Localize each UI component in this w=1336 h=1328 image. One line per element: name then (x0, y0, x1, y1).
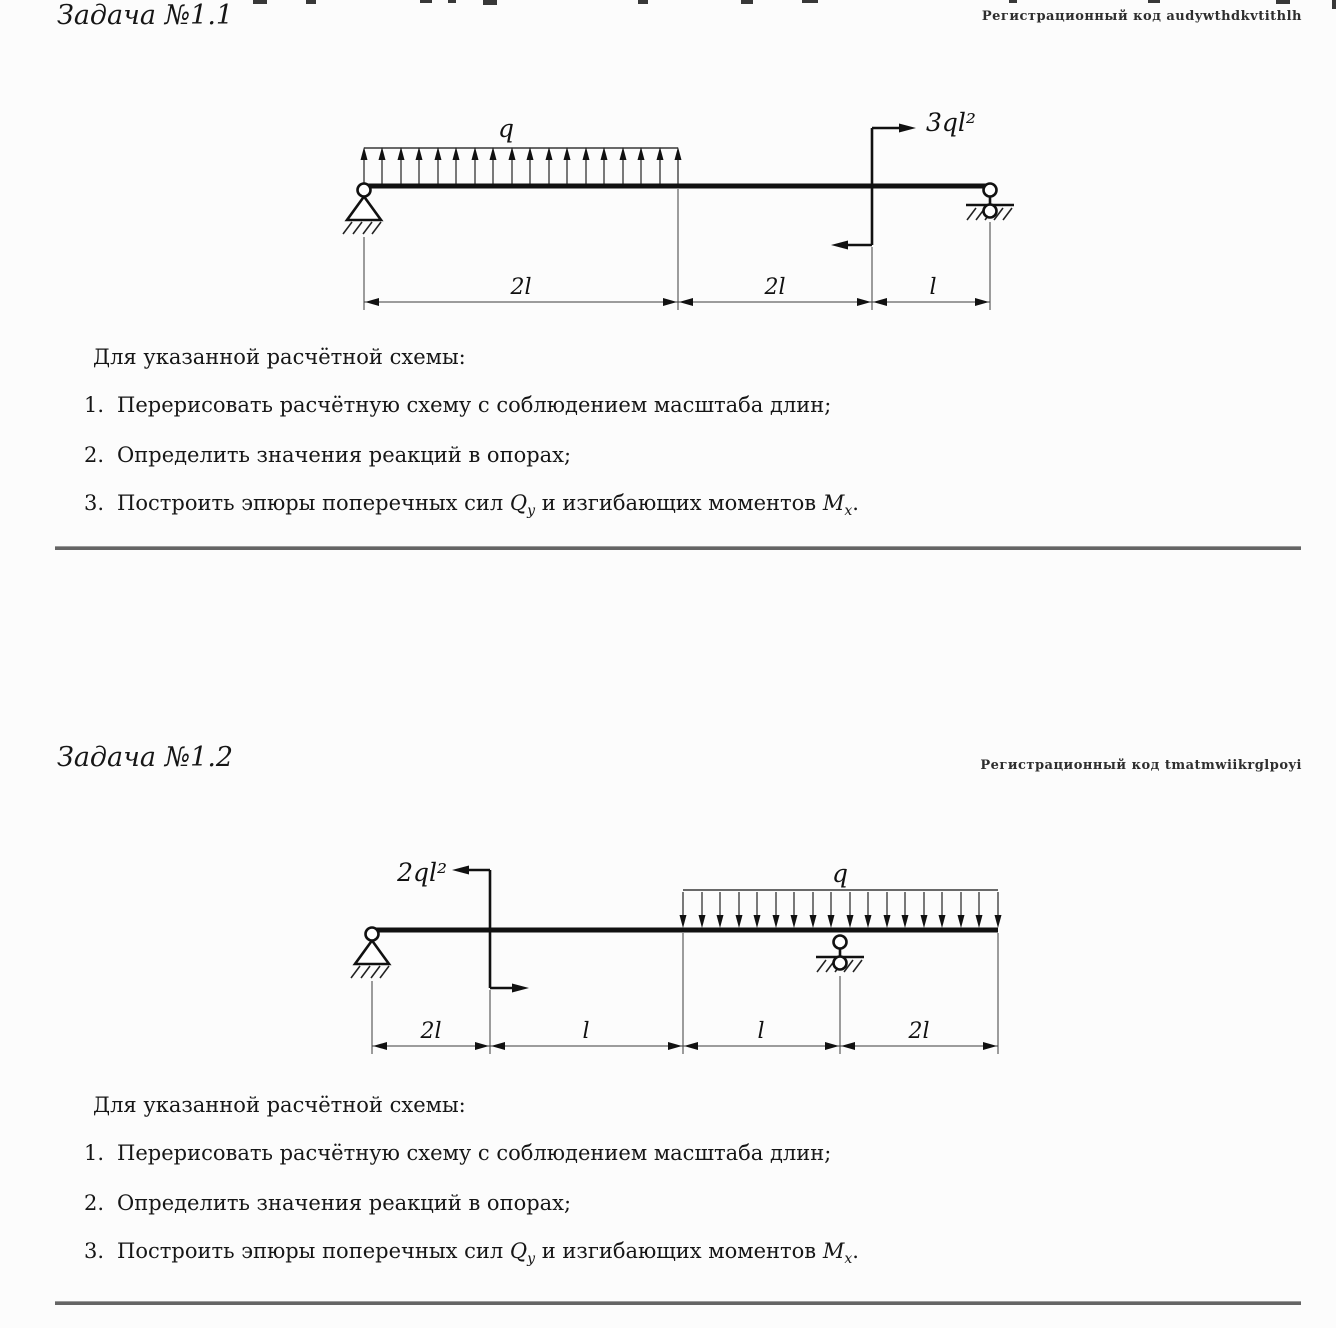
task-number: 3. (84, 491, 105, 515)
dim-label: 2l (764, 275, 786, 300)
moment-label-2: 2ql² (397, 858, 447, 887)
roller-support-1 (966, 184, 1014, 221)
load-label-2: q (831, 859, 849, 888)
dim-label: l (929, 275, 937, 300)
pin-support-1 (343, 184, 381, 235)
roller-support-2 (816, 936, 864, 973)
section-divider (55, 546, 1301, 550)
beam-diagram-2 (320, 838, 1040, 1064)
task-text: Перерисовать расчётную схему с соблюдением масштаба длин; (117, 1141, 832, 1165)
task-number: 2. (84, 443, 105, 467)
task-number: 1. (84, 1141, 105, 1165)
problem-2-registration-code: Регистрационный код tmatmwiikrglpoyi (980, 758, 1302, 773)
section-divider (55, 1301, 1301, 1305)
task-item-3 (84, 1239, 859, 1267)
moment-label-1: 3ql² (926, 108, 976, 137)
pin-support-2 (351, 928, 389, 979)
dim-label: 2l (420, 1019, 442, 1044)
dimension-lines-1 (364, 189, 990, 310)
task-item-3 (84, 491, 859, 519)
beam-diagram-1 (320, 88, 1040, 320)
dim-label: 2l (908, 1019, 930, 1044)
task-item-2 (84, 1191, 571, 1215)
task-item-1 (84, 1141, 831, 1165)
task-number: 1. (84, 393, 105, 417)
task-text: Определить значения реакций в опорах; (117, 443, 572, 467)
tasks-intro-1: Для указанной расчётной схемы: (93, 345, 466, 369)
task-item-1 (84, 393, 831, 417)
problem-1-registration-code: Регистрационный код audywthdkvtithlh (981, 9, 1302, 24)
task-text: Построить эпюры поперечных сил $Q_y$ и изгибающих моментов $M_x$. (117, 491, 859, 520)
problem-2-title: Задача №1.2 (57, 742, 234, 773)
task-text: Определить значения реакций в опорах; (117, 1191, 572, 1215)
task-item-2 (84, 443, 571, 467)
dim-label: 2l (510, 275, 532, 300)
dim-label: l (757, 1019, 765, 1044)
distributed-load-down (680, 890, 1002, 928)
task-number: 3. (84, 1239, 105, 1263)
load-label-1: q (497, 114, 515, 143)
distributed-load-up (361, 147, 682, 184)
problem-1-title: Задача №1.1 (57, 0, 234, 31)
dimension-lines-2 (372, 933, 998, 1054)
dim-label: l (582, 1019, 590, 1044)
task-text: Построить эпюры поперечных сил $Q_y$ и изгибающих моментов $M_x$. (117, 1239, 859, 1268)
task-text: Перерисовать расчётную схему с соблюдением масштаба длин; (117, 393, 832, 417)
tasks-intro-2: Для указанной расчётной схемы: (93, 1093, 466, 1117)
task-number: 2. (84, 1191, 105, 1215)
